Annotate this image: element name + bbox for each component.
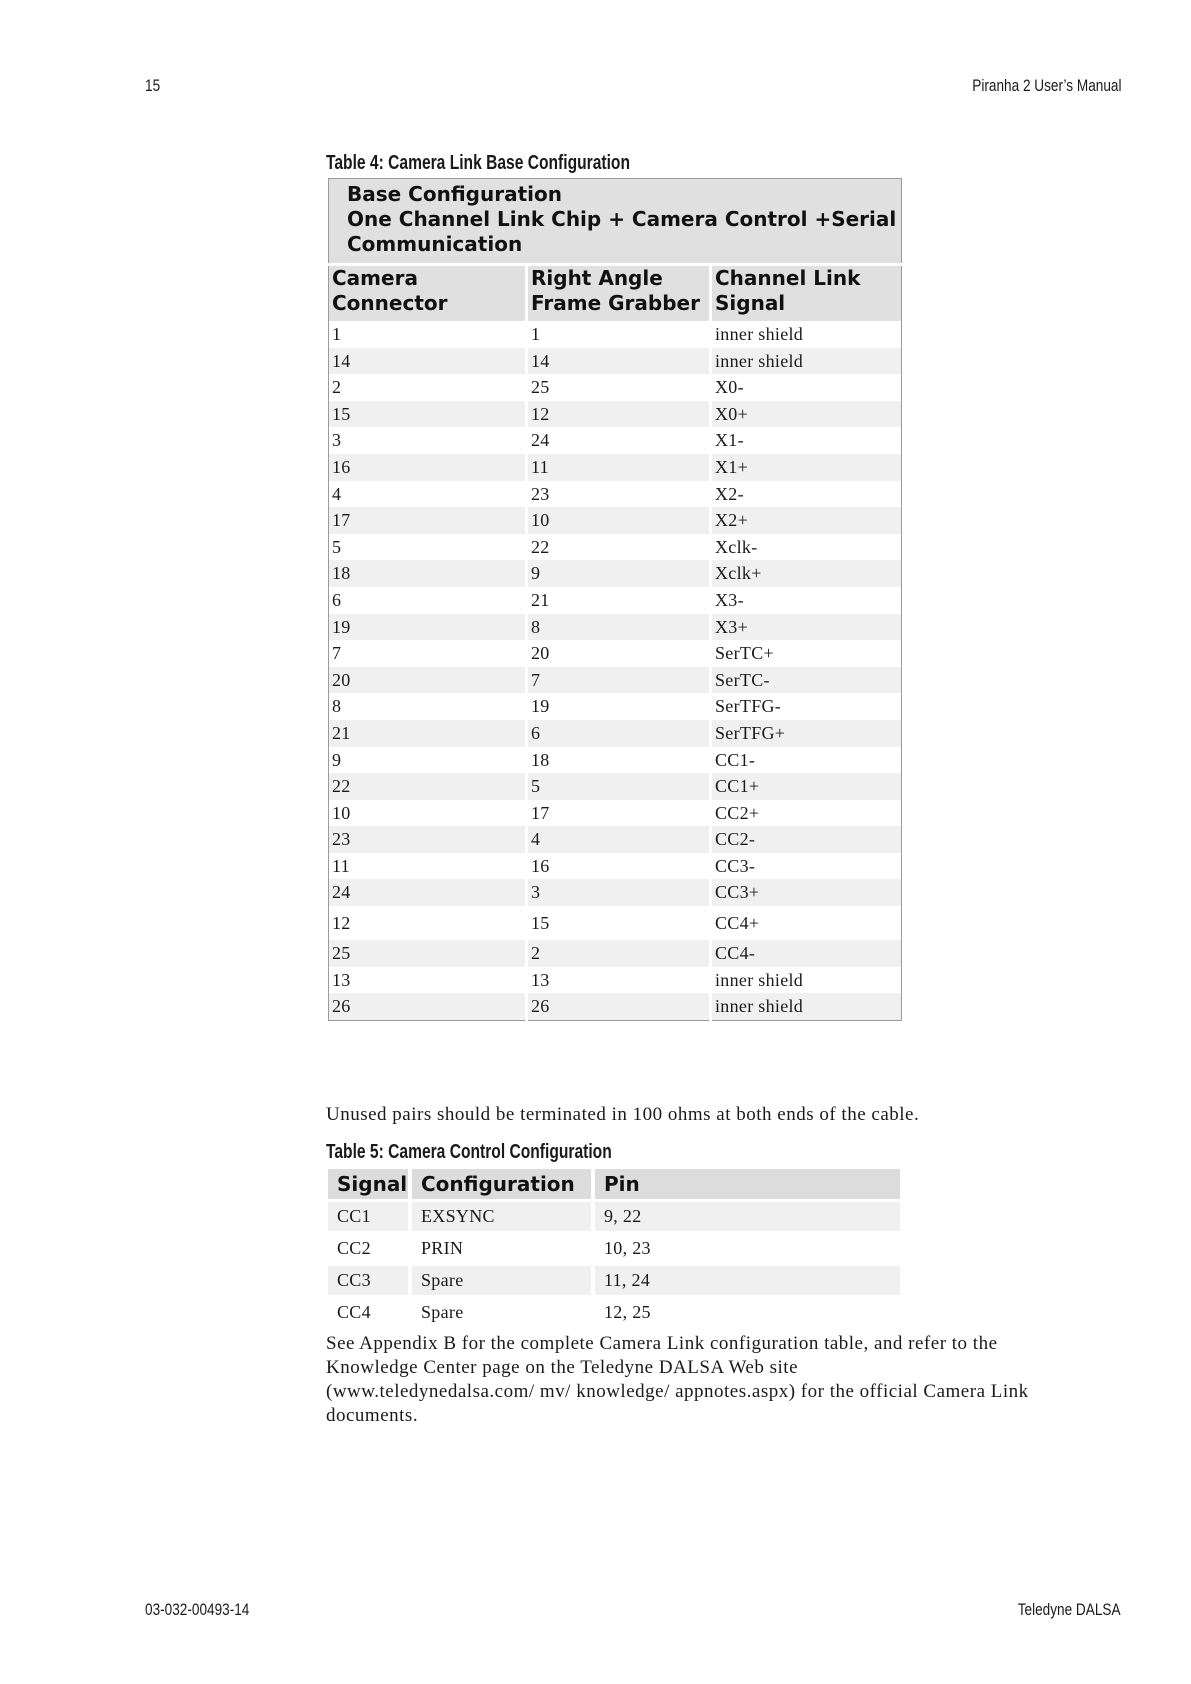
cell-camera-connector: 23 xyxy=(329,826,527,853)
cell-camera-connector: 25 xyxy=(329,940,527,967)
table-row xyxy=(329,348,902,375)
paragraph-line: Knowledge Center page on the Teledyne DALSA Web site xyxy=(326,1357,798,1378)
cell-camera-connector: 26 xyxy=(329,993,527,1020)
cell-signal: CC2 xyxy=(337,1238,371,1258)
cell-signal: CC3- xyxy=(711,853,902,880)
cell-camera-connector: 16 xyxy=(329,454,527,481)
cell-configuration: Spare xyxy=(421,1302,464,1322)
cell-configuration: PRIN xyxy=(421,1238,464,1258)
col-header-frame-grabber-line2: Frame Grabber xyxy=(531,291,700,315)
cell-signal: X3+ xyxy=(711,614,902,641)
cell-signal: inner shield xyxy=(711,967,902,994)
table-row xyxy=(329,693,902,720)
cell-frame-grabber: 12 xyxy=(527,401,711,428)
page-number: 15 xyxy=(145,76,161,95)
col-header-camera-connector: Camera Connector xyxy=(329,265,527,322)
cell-camera-connector: 1 xyxy=(329,321,527,348)
table-row xyxy=(329,747,902,774)
cell-signal: CC1+ xyxy=(711,773,902,800)
cell-signal: X1- xyxy=(711,427,902,454)
cell-signal: Xclk- xyxy=(711,534,902,561)
cell-camera-connector: 24 xyxy=(329,879,527,906)
cell-frame-grabber: 25 xyxy=(527,374,711,401)
cell-frame-grabber: 17 xyxy=(527,800,711,827)
cell-signal: CC2+ xyxy=(711,800,902,827)
table-row xyxy=(329,560,902,587)
cell-signal: X1+ xyxy=(711,454,902,481)
col-header-frame-grabber-line1: Right Angle xyxy=(531,266,663,290)
cell-configuration: Spare xyxy=(412,1266,591,1295)
table-row xyxy=(329,454,902,481)
cell-camera-connector: 20 xyxy=(329,667,527,694)
company-name: Teledyne DALSA xyxy=(1018,1600,1121,1619)
table-row xyxy=(329,720,902,747)
cell-signal: CC1- xyxy=(711,747,902,774)
cell-frame-grabber: 24 xyxy=(527,427,711,454)
cell-frame-grabber: 4 xyxy=(527,826,711,853)
cell-frame-grabber: 9 xyxy=(527,560,711,587)
table-row xyxy=(329,640,902,667)
table5-header-row xyxy=(328,1169,900,1199)
unused-pairs-note: Unused pairs should be terminated in 100 ohms at both ends of the cable. xyxy=(326,1104,920,1125)
cell-frame-grabber: 26 xyxy=(527,993,711,1020)
table-row xyxy=(329,374,902,401)
cell-frame-grabber: 3 xyxy=(527,879,711,906)
cell-camera-connector: 15 xyxy=(329,401,527,428)
cell-signal: CC2- xyxy=(711,826,902,853)
cell-signal: inner shield xyxy=(711,321,902,348)
table-row xyxy=(329,879,902,906)
table-row xyxy=(329,940,902,967)
cell-signal: SerTC+ xyxy=(711,640,902,667)
appendix-paragraph xyxy=(326,1332,1096,1428)
cell-camera-connector: 3 xyxy=(329,427,527,454)
cell-signal: X3- xyxy=(711,587,902,614)
cell-configuration: EXSYNC xyxy=(412,1202,591,1231)
table-row xyxy=(329,906,902,940)
table-row xyxy=(328,1298,900,1327)
cell-signal: CC3+ xyxy=(711,879,902,906)
cell-frame-grabber: 10 xyxy=(527,507,711,534)
cell-frame-grabber: 19 xyxy=(527,693,711,720)
cell-camera-connector: 6 xyxy=(329,587,527,614)
table-row xyxy=(329,800,902,827)
cell-camera-connector: 18 xyxy=(329,560,527,587)
cell-frame-grabber: 18 xyxy=(527,747,711,774)
cell-camera-connector: 5 xyxy=(329,534,527,561)
cell-signal: CC4 xyxy=(337,1302,371,1322)
paragraph-line: See Appendix B for the complete Camera Link configuration table, and refer to the xyxy=(326,1333,998,1354)
table-row xyxy=(328,1234,900,1263)
table-row xyxy=(329,967,902,994)
cell-camera-connector: 8 xyxy=(329,693,527,720)
cell-frame-grabber: 5 xyxy=(527,773,711,800)
col-header-signal: Signal xyxy=(328,1169,408,1199)
col-header-frame-grabber xyxy=(527,265,711,322)
col-header-signal-line2: Signal xyxy=(715,291,786,315)
cell-frame-grabber: 20 xyxy=(527,640,711,667)
cell-signal: SerTC- xyxy=(711,667,902,694)
cell-signal: CC4+ xyxy=(711,906,902,940)
cell-signal: X2+ xyxy=(711,507,902,534)
cell-camera-connector: 14 xyxy=(329,348,527,375)
cell-signal: CC1 xyxy=(328,1202,408,1231)
table-row xyxy=(329,534,902,561)
table4-title-line1: Base Configuration xyxy=(347,182,562,206)
cell-camera-connector: 10 xyxy=(329,800,527,827)
table-row xyxy=(328,1266,900,1295)
cell-signal: SerTFG- xyxy=(711,693,902,720)
cell-signal: X0- xyxy=(711,374,902,401)
cell-frame-grabber: 1 xyxy=(527,321,711,348)
cell-pin: 12, 25 xyxy=(604,1302,651,1322)
cell-camera-connector: 22 xyxy=(329,773,527,800)
cell-pin: 10, 23 xyxy=(604,1238,651,1258)
table-row xyxy=(329,587,902,614)
cell-frame-grabber: 16 xyxy=(527,853,711,880)
cell-signal: inner shield xyxy=(711,993,902,1020)
cell-camera-connector: 13 xyxy=(329,967,527,994)
table4-title xyxy=(329,179,902,265)
camera-control-table xyxy=(324,1166,904,1330)
cell-signal: CC3 xyxy=(328,1266,408,1295)
cell-frame-grabber: 2 xyxy=(527,940,711,967)
col-header-channel-link-signal xyxy=(711,265,902,322)
table4-caption: Table 4: Camera Link Base Configuration xyxy=(326,152,630,174)
cell-camera-connector: 7 xyxy=(329,640,527,667)
cell-signal: X2- xyxy=(711,481,902,508)
table4-header-row xyxy=(329,265,902,322)
cell-signal: Xclk+ xyxy=(711,560,902,587)
cell-camera-connector: 4 xyxy=(329,481,527,508)
cell-frame-grabber: 22 xyxy=(527,534,711,561)
table4-title-row xyxy=(329,179,902,265)
table5-caption: Table 5: Camera Control Configuration xyxy=(326,1141,612,1163)
table-row xyxy=(329,826,902,853)
cell-frame-grabber: 14 xyxy=(527,348,711,375)
cell-frame-grabber: 11 xyxy=(527,454,711,481)
table4-title-line2: One Channel Link Chip + Camera Control +Serial xyxy=(347,207,897,231)
cell-frame-grabber: 23 xyxy=(527,481,711,508)
table-row xyxy=(329,773,902,800)
table-row xyxy=(329,507,902,534)
cell-signal: CC4- xyxy=(711,940,902,967)
table-row xyxy=(329,667,902,694)
table4-title-line3: Communication xyxy=(347,232,523,256)
table-row xyxy=(329,993,902,1020)
manual-title: Piranha 2 User’s Manual xyxy=(971,76,1121,95)
col-header-pin: Pin xyxy=(595,1169,900,1199)
table-row xyxy=(329,321,902,348)
cell-pin: 9, 22 xyxy=(595,1202,900,1231)
paragraph-line: documents. xyxy=(326,1405,419,1426)
cell-camera-connector: 11 xyxy=(329,853,527,880)
cell-frame-grabber: 15 xyxy=(527,906,711,940)
document-number: 03-032-00493-14 xyxy=(145,1600,250,1619)
paragraph-line: (www.teledynedalsa.com/ mv/ knowledge/ appnotes.aspx) for the official Camera Link xyxy=(326,1381,1029,1402)
cell-frame-grabber: 8 xyxy=(527,614,711,641)
cell-camera-connector: 2 xyxy=(329,374,527,401)
table-row xyxy=(328,1202,900,1231)
table-row xyxy=(329,853,902,880)
cell-signal: SerTFG+ xyxy=(711,720,902,747)
table-row xyxy=(329,614,902,641)
cell-camera-connector: 19 xyxy=(329,614,527,641)
cell-camera-connector: 12 xyxy=(329,906,527,940)
cell-pin: 11, 24 xyxy=(595,1266,900,1295)
cell-frame-grabber: 13 xyxy=(527,967,711,994)
table-row xyxy=(329,481,902,508)
table-row xyxy=(329,427,902,454)
cell-frame-grabber: 21 xyxy=(527,587,711,614)
col-header-configuration: Configuration xyxy=(412,1169,591,1199)
cell-frame-grabber: 7 xyxy=(527,667,711,694)
cell-camera-connector: 21 xyxy=(329,720,527,747)
camera-link-base-table xyxy=(328,178,902,1021)
cell-signal: X0+ xyxy=(711,401,902,428)
cell-camera-connector: 17 xyxy=(329,507,527,534)
cell-frame-grabber: 6 xyxy=(527,720,711,747)
table-row xyxy=(329,401,902,428)
col-header-signal-line1: Channel Link xyxy=(715,266,861,290)
cell-camera-connector: 9 xyxy=(329,747,527,774)
cell-signal: inner shield xyxy=(711,348,902,375)
